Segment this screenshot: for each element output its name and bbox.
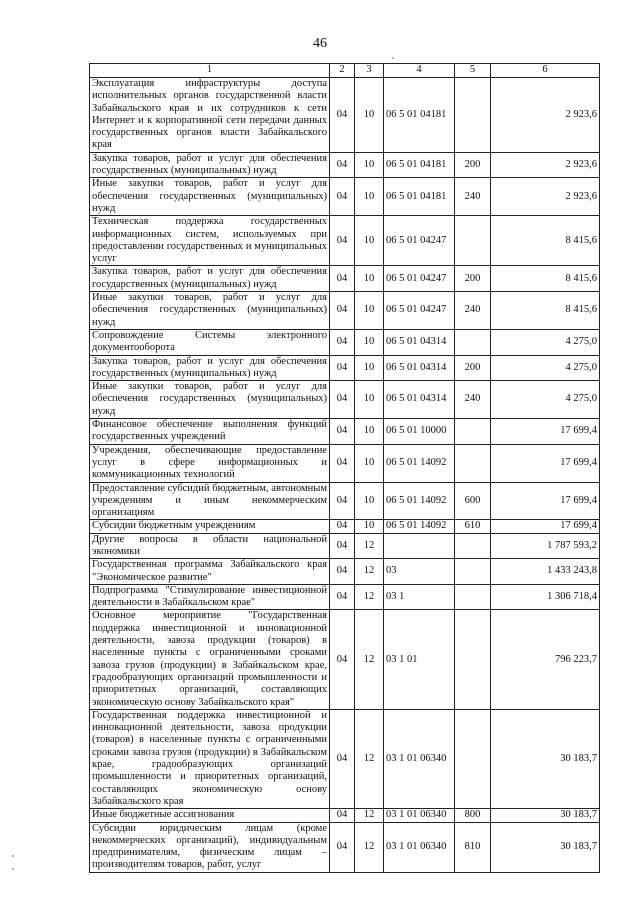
row-section-cell: 04 bbox=[330, 266, 355, 292]
row-section-cell: 04 bbox=[330, 355, 355, 381]
table-row bbox=[90, 610, 600, 709]
row-name-cell: Закупка товаров, работ и услуг для обеспечения государственных (муниципальных) нужд bbox=[90, 355, 330, 381]
row-target-code-cell: 03 1 01 06340 bbox=[384, 809, 455, 822]
table-row bbox=[90, 216, 600, 266]
row-section-cell: 04 bbox=[330, 381, 355, 419]
row-name-cell: Закупка товаров, работ и услуг для обеспечения государственных (муниципальных) нужд bbox=[90, 266, 330, 292]
row-amount-cell: 2 923,6 bbox=[491, 178, 600, 216]
row-target-code-cell: 06 5 01 10000 bbox=[384, 419, 455, 445]
row-expense-type-cell: 800 bbox=[455, 809, 491, 822]
header-cell: 4 bbox=[384, 64, 455, 78]
row-name-cell: Учреждения, обеспечивающие предоставление услуг в сфере информационных и коммуникационных технологий bbox=[90, 444, 330, 482]
row-section-cell: 04 bbox=[330, 78, 355, 153]
row-expense-type-cell bbox=[455, 584, 491, 610]
row-subsection-cell: 12 bbox=[355, 584, 384, 610]
header-cell: 3 bbox=[355, 64, 384, 78]
row-section-cell: 04 bbox=[330, 520, 355, 533]
row-expense-type-cell bbox=[455, 329, 491, 355]
table-row bbox=[90, 78, 600, 153]
row-name-cell: Эксплуатация инфраструктуры доступа исполнительных органов государственной власти Забайкальского края и их сотрудников к сети Интернет и к корпоративной сети передачи данных государственных органов власти Забайкальского края bbox=[90, 78, 330, 153]
row-amount-cell: 17 699,4 bbox=[491, 520, 600, 533]
row-amount-cell: 30 183,7 bbox=[491, 709, 600, 808]
row-section-cell: 04 bbox=[330, 152, 355, 178]
row-name-cell: Государственная поддержка инвестиционной и инновационной деятельности, завоза продукции (товаров) в населенные пункты с ограниченными сроками завоза грузов (продукции) в Забайкальском крае, градообразующих организаций промышленности и приоритетных организаций, составляющих экономическую основу Забайкальского края bbox=[90, 709, 330, 808]
scan-speck bbox=[12, 868, 14, 870]
table-row bbox=[90, 292, 600, 330]
row-amount-cell: 4 275,0 bbox=[491, 381, 600, 419]
row-name-cell: Субсидии бюджетным учреждениям bbox=[90, 520, 330, 533]
row-target-code-cell: 06 5 01 04314 bbox=[384, 329, 455, 355]
row-expense-type-cell bbox=[455, 559, 491, 585]
header-cell: 6 bbox=[491, 64, 600, 78]
row-amount-cell: 2 923,6 bbox=[491, 78, 600, 153]
row-subsection-cell: 10 bbox=[355, 78, 384, 153]
row-amount-cell: 1 787 593,2 bbox=[491, 533, 600, 559]
row-expense-type-cell: 240 bbox=[455, 381, 491, 419]
row-amount-cell: 8 415,6 bbox=[491, 292, 600, 330]
row-name-cell: Подпрограмма "Стимулирование инвестиционной деятельности в Забайкальском крае" bbox=[90, 584, 330, 610]
row-target-code-cell: 03 bbox=[384, 559, 455, 585]
row-amount-cell: 8 415,6 bbox=[491, 266, 600, 292]
table-row bbox=[90, 584, 600, 610]
row-target-code-cell bbox=[384, 533, 455, 559]
row-name-cell: Иные закупки товаров, работ и услуг для обеспечения государственных (муниципальных) нужд bbox=[90, 292, 330, 330]
scan-speck bbox=[392, 57, 394, 59]
row-section-cell: 04 bbox=[330, 709, 355, 808]
row-section-cell: 04 bbox=[330, 559, 355, 585]
row-expense-type-cell: 240 bbox=[455, 178, 491, 216]
row-expense-type-cell bbox=[455, 533, 491, 559]
row-section-cell: 04 bbox=[330, 216, 355, 266]
row-target-code-cell: 06 5 01 14092 bbox=[384, 444, 455, 482]
row-target-code-cell: 03 1 01 bbox=[384, 610, 455, 709]
row-subsection-cell: 10 bbox=[355, 266, 384, 292]
row-subsection-cell: 10 bbox=[355, 419, 384, 445]
row-name-cell: Сопровождение Системы электронного документооборота bbox=[90, 329, 330, 355]
row-name-cell: Субсидии юридическим лицам (кроме некоммерческих организаций), индивидуальным предпринимателям, физическим лицам – производителям товаров, работ, услуг bbox=[90, 822, 330, 872]
row-target-code-cell: 03 1 01 06340 bbox=[384, 822, 455, 872]
row-name-cell: Закупка товаров, работ и услуг для обеспечения государственных (муниципальных) нужд bbox=[90, 152, 330, 178]
row-section-cell: 04 bbox=[330, 809, 355, 822]
row-section-cell: 04 bbox=[330, 444, 355, 482]
row-section-cell: 04 bbox=[330, 329, 355, 355]
row-section-cell: 04 bbox=[330, 822, 355, 872]
row-name-cell: Предоставление субсидий бюджетным, автономным учреждениям и иным некоммерческим организациям bbox=[90, 482, 330, 520]
row-expense-type-cell bbox=[455, 216, 491, 266]
header-cell: 5 bbox=[455, 64, 491, 78]
row-subsection-cell: 10 bbox=[355, 292, 384, 330]
table-row bbox=[90, 520, 600, 533]
row-amount-cell: 30 183,7 bbox=[491, 809, 600, 822]
table-row bbox=[90, 809, 600, 822]
row-subsection-cell: 10 bbox=[355, 152, 384, 178]
row-amount-cell: 8 415,6 bbox=[491, 216, 600, 266]
row-subsection-cell: 10 bbox=[355, 355, 384, 381]
row-subsection-cell: 12 bbox=[355, 809, 384, 822]
row-section-cell: 04 bbox=[330, 584, 355, 610]
table-row bbox=[90, 709, 600, 808]
row-target-code-cell: 06 5 01 04181 bbox=[384, 178, 455, 216]
row-section-cell: 04 bbox=[330, 533, 355, 559]
table-row bbox=[90, 329, 600, 355]
table-row bbox=[90, 822, 600, 872]
row-expense-type-cell bbox=[455, 444, 491, 482]
row-expense-type-cell: 200 bbox=[455, 266, 491, 292]
row-target-code-cell: 06 5 01 04181 bbox=[384, 78, 455, 153]
scan-speck bbox=[12, 855, 14, 857]
row-subsection-cell: 12 bbox=[355, 610, 384, 709]
row-target-code-cell: 06 5 01 14092 bbox=[384, 520, 455, 533]
row-name-cell: Финансовое обеспечение выполнения функций государственных учреждений bbox=[90, 419, 330, 445]
row-section-cell: 04 bbox=[330, 178, 355, 216]
table-row bbox=[90, 533, 600, 559]
row-name-cell: Иные закупки товаров, работ и услуг для обеспечения государственных (муниципальных) нужд bbox=[90, 178, 330, 216]
row-section-cell: 04 bbox=[330, 419, 355, 445]
row-target-code-cell: 06 5 01 04314 bbox=[384, 355, 455, 381]
row-name-cell: Иные закупки товаров, работ и услуг для обеспечения государственных (муниципальных) нужд bbox=[90, 381, 330, 419]
table-header bbox=[90, 64, 600, 78]
row-subsection-cell: 10 bbox=[355, 329, 384, 355]
table-row bbox=[90, 482, 600, 520]
row-amount-cell: 2 923,6 bbox=[491, 152, 600, 178]
row-subsection-cell: 12 bbox=[355, 559, 384, 585]
row-name-cell: Иные бюджетные ассигнования bbox=[90, 809, 330, 822]
row-amount-cell: 1 433 243,8 bbox=[491, 559, 600, 585]
row-target-code-cell: 03 1 01 06340 bbox=[384, 709, 455, 808]
row-name-cell: Другие вопросы в области национальной экономики bbox=[90, 533, 330, 559]
row-subsection-cell: 12 bbox=[355, 709, 384, 808]
row-target-code-cell: 06 5 01 04247 bbox=[384, 292, 455, 330]
page-number: 46 bbox=[313, 36, 327, 51]
table-row bbox=[90, 178, 600, 216]
row-expense-type-cell bbox=[455, 419, 491, 445]
row-subsection-cell: 10 bbox=[355, 381, 384, 419]
row-amount-cell: 4 275,0 bbox=[491, 329, 600, 355]
table-body bbox=[90, 78, 600, 873]
row-amount-cell: 796 223,7 bbox=[491, 610, 600, 709]
row-target-code-cell: 03 1 bbox=[384, 584, 455, 610]
row-section-cell: 04 bbox=[330, 482, 355, 520]
table-row bbox=[90, 266, 600, 292]
header-cell: 2 bbox=[330, 64, 355, 78]
row-expense-type-cell: 200 bbox=[455, 355, 491, 381]
row-amount-cell: 17 699,4 bbox=[491, 444, 600, 482]
row-amount-cell: 30 183,7 bbox=[491, 822, 600, 872]
row-subsection-cell: 10 bbox=[355, 444, 384, 482]
row-subsection-cell: 12 bbox=[355, 822, 384, 872]
row-target-code-cell: 06 5 01 04247 bbox=[384, 216, 455, 266]
row-section-cell: 04 bbox=[330, 292, 355, 330]
row-subsection-cell: 10 bbox=[355, 216, 384, 266]
table-row bbox=[90, 559, 600, 585]
row-name-cell: Техническая поддержка государственных информационных систем, используемых при предоставлении государственных и муниципальных услуг bbox=[90, 216, 330, 266]
header-cell: 1 bbox=[90, 64, 330, 78]
row-expense-type-cell: 200 bbox=[455, 152, 491, 178]
row-name-cell: Государственная программа Забайкальского края "Экономическое развитие" bbox=[90, 559, 330, 585]
table-row bbox=[90, 381, 600, 419]
row-amount-cell: 17 699,4 bbox=[491, 482, 600, 520]
row-name-cell: Основное мероприятие "Государственная поддержка инвестиционной и инновационной деятельности, завоза продукции (товаров) в населенные пункты с ограниченными сроками завоза грузов (продукции) в Забайкальском крае, градообразующих организаций промышленности и приоритетных организаций, составляющих экономическую основу Забайкальского края" bbox=[90, 610, 330, 709]
table-row bbox=[90, 444, 600, 482]
row-amount-cell: 17 699,4 bbox=[491, 419, 600, 445]
row-subsection-cell: 12 bbox=[355, 533, 384, 559]
row-expense-type-cell bbox=[455, 78, 491, 153]
row-subsection-cell: 10 bbox=[355, 482, 384, 520]
row-subsection-cell: 10 bbox=[355, 178, 384, 216]
row-expense-type-cell bbox=[455, 709, 491, 808]
table-row bbox=[90, 419, 600, 445]
table-row bbox=[90, 355, 600, 381]
row-expense-type-cell: 610 bbox=[455, 520, 491, 533]
row-target-code-cell: 06 5 01 14092 bbox=[384, 482, 455, 520]
row-subsection-cell: 10 bbox=[355, 520, 384, 533]
row-target-code-cell: 06 5 01 04314 bbox=[384, 381, 455, 419]
row-amount-cell: 1 306 718,4 bbox=[491, 584, 600, 610]
table-row bbox=[90, 152, 600, 178]
row-expense-type-cell bbox=[455, 610, 491, 709]
header-row bbox=[90, 64, 600, 78]
row-target-code-cell: 06 5 01 04247 bbox=[384, 266, 455, 292]
row-expense-type-cell: 240 bbox=[455, 292, 491, 330]
row-amount-cell: 4 275,0 bbox=[491, 355, 600, 381]
row-section-cell: 04 bbox=[330, 610, 355, 709]
row-expense-type-cell: 810 bbox=[455, 822, 491, 872]
row-expense-type-cell: 600 bbox=[455, 482, 491, 520]
row-target-code-cell: 06 5 01 04181 bbox=[384, 152, 455, 178]
budget-table bbox=[89, 63, 600, 873]
